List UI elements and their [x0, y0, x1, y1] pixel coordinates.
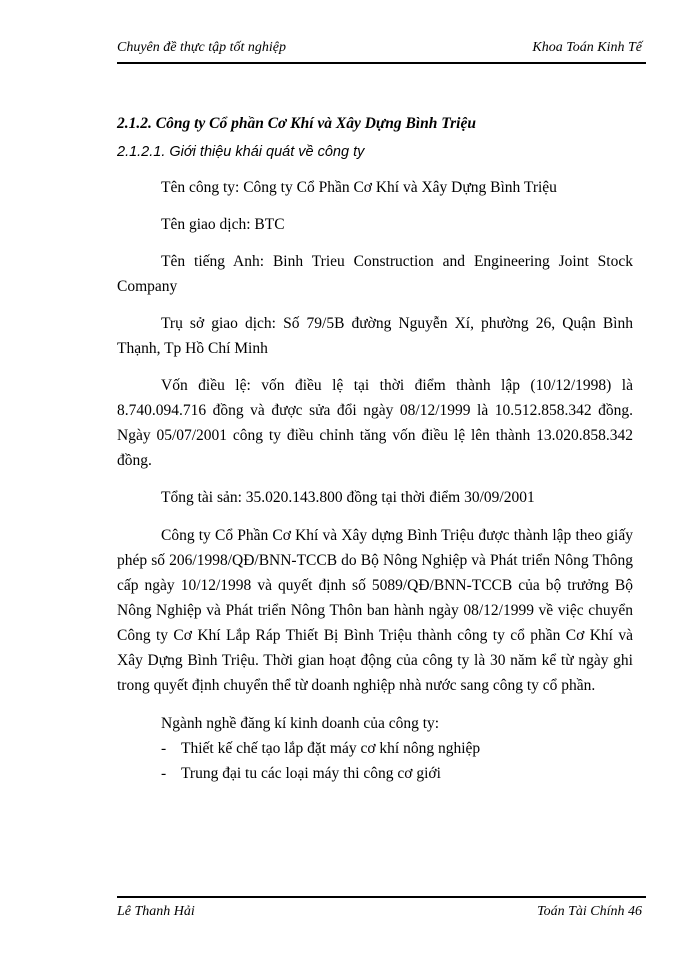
footer-right: Toán Tài Chính 46 — [537, 904, 642, 919]
paragraph-total-assets: Tổng tài sản: 35.020.143.800 đồng tại thời điểm 30/09/2001 — [161, 489, 535, 506]
bullet-marker: - — [161, 740, 167, 757]
header-right: Khoa Toán Kinh Tế — [532, 40, 642, 55]
footer-left: Lê Thanh Hải — [117, 904, 195, 919]
paragraph-trade-name: Tên giao dịch: BTC — [161, 216, 285, 233]
page-content — [117, 113, 633, 786]
bullet-marker: - — [161, 765, 167, 782]
paragraph-english-name: Tên tiếng Anh: Binh Trieu Construction and Engineering Joint Stock Company — [117, 253, 633, 295]
list-item — [117, 736, 633, 761]
list-item — [117, 761, 633, 786]
header-left: Chuyên đề thực tập tốt nghiệp — [117, 40, 286, 55]
page-footer — [117, 896, 646, 922]
paragraph-company-name: Tên công ty: Công ty Cổ Phần Cơ Khí và Xây Dựng Bình Triệu — [161, 179, 557, 196]
paragraph-establishment: Công ty Cổ Phần Cơ Khí và Xây dựng Bình Triệu được thành lập theo giấy phép số 206/1998/QĐ/BNN-TCCB do Bộ Nông Nghiệp và Phát triển Nông Thông cấp ngày 10/12/1998 và quyết định số 5089/QĐ/BNN-TCCB của bộ trưởng Bộ Nông Nghiệp và Phát triển Nông Thôn ban hành ngày 08/12/1999 về việc chuyển Công ty Cơ Khí Lắp Ráp Thiết Bị Bình Triệu thành công ty cổ phần Cơ Khí và Xây Dựng Bình Triệu. Thời gian hoạt động của công ty là 30 năm kể từ ngày ghi trong quyết định chuyển thể từ doanh nghiệp nhà nước sang công ty cổ phần. — [117, 527, 633, 694]
paragraph-business-lines: Ngành nghề đăng kí kinh doanh của công ty: — [161, 715, 440, 732]
paragraph-charter-capital: Vốn điều lệ: vốn điều lệ tại thời điểm thành lập (10/12/1998) là 8.740.094.716 đồng và được sửa đổi ngày 08/12/1999 là 10.512.858.342 đồng. Ngày 05/07/2001 công ty điều chỉnh tăng vốn điều lệ lên thành 13.020.858.342 đồng. — [117, 377, 633, 469]
page-header — [117, 36, 646, 64]
paragraph-head-office: Trụ sở giao dịch: Số 79/5B đường Nguyễn Xí, phường 26, Quận Bình Thạnh, Tp Hồ Chí Minh — [117, 315, 633, 357]
list-item-text: Thiết kế chế tạo lắp đặt máy cơ khí nông nghiệp — [181, 740, 481, 757]
section-title: 2.1.2. Công ty Cổ phần Cơ Khí và Xây Dựng Bình Triệu — [117, 115, 476, 132]
list-item-text: Trung đại tu các loại máy thi công cơ giới — [181, 765, 441, 782]
section-subtitle: 2.1.2.1. Giới thiệu khái quát về công ty — [117, 144, 365, 160]
